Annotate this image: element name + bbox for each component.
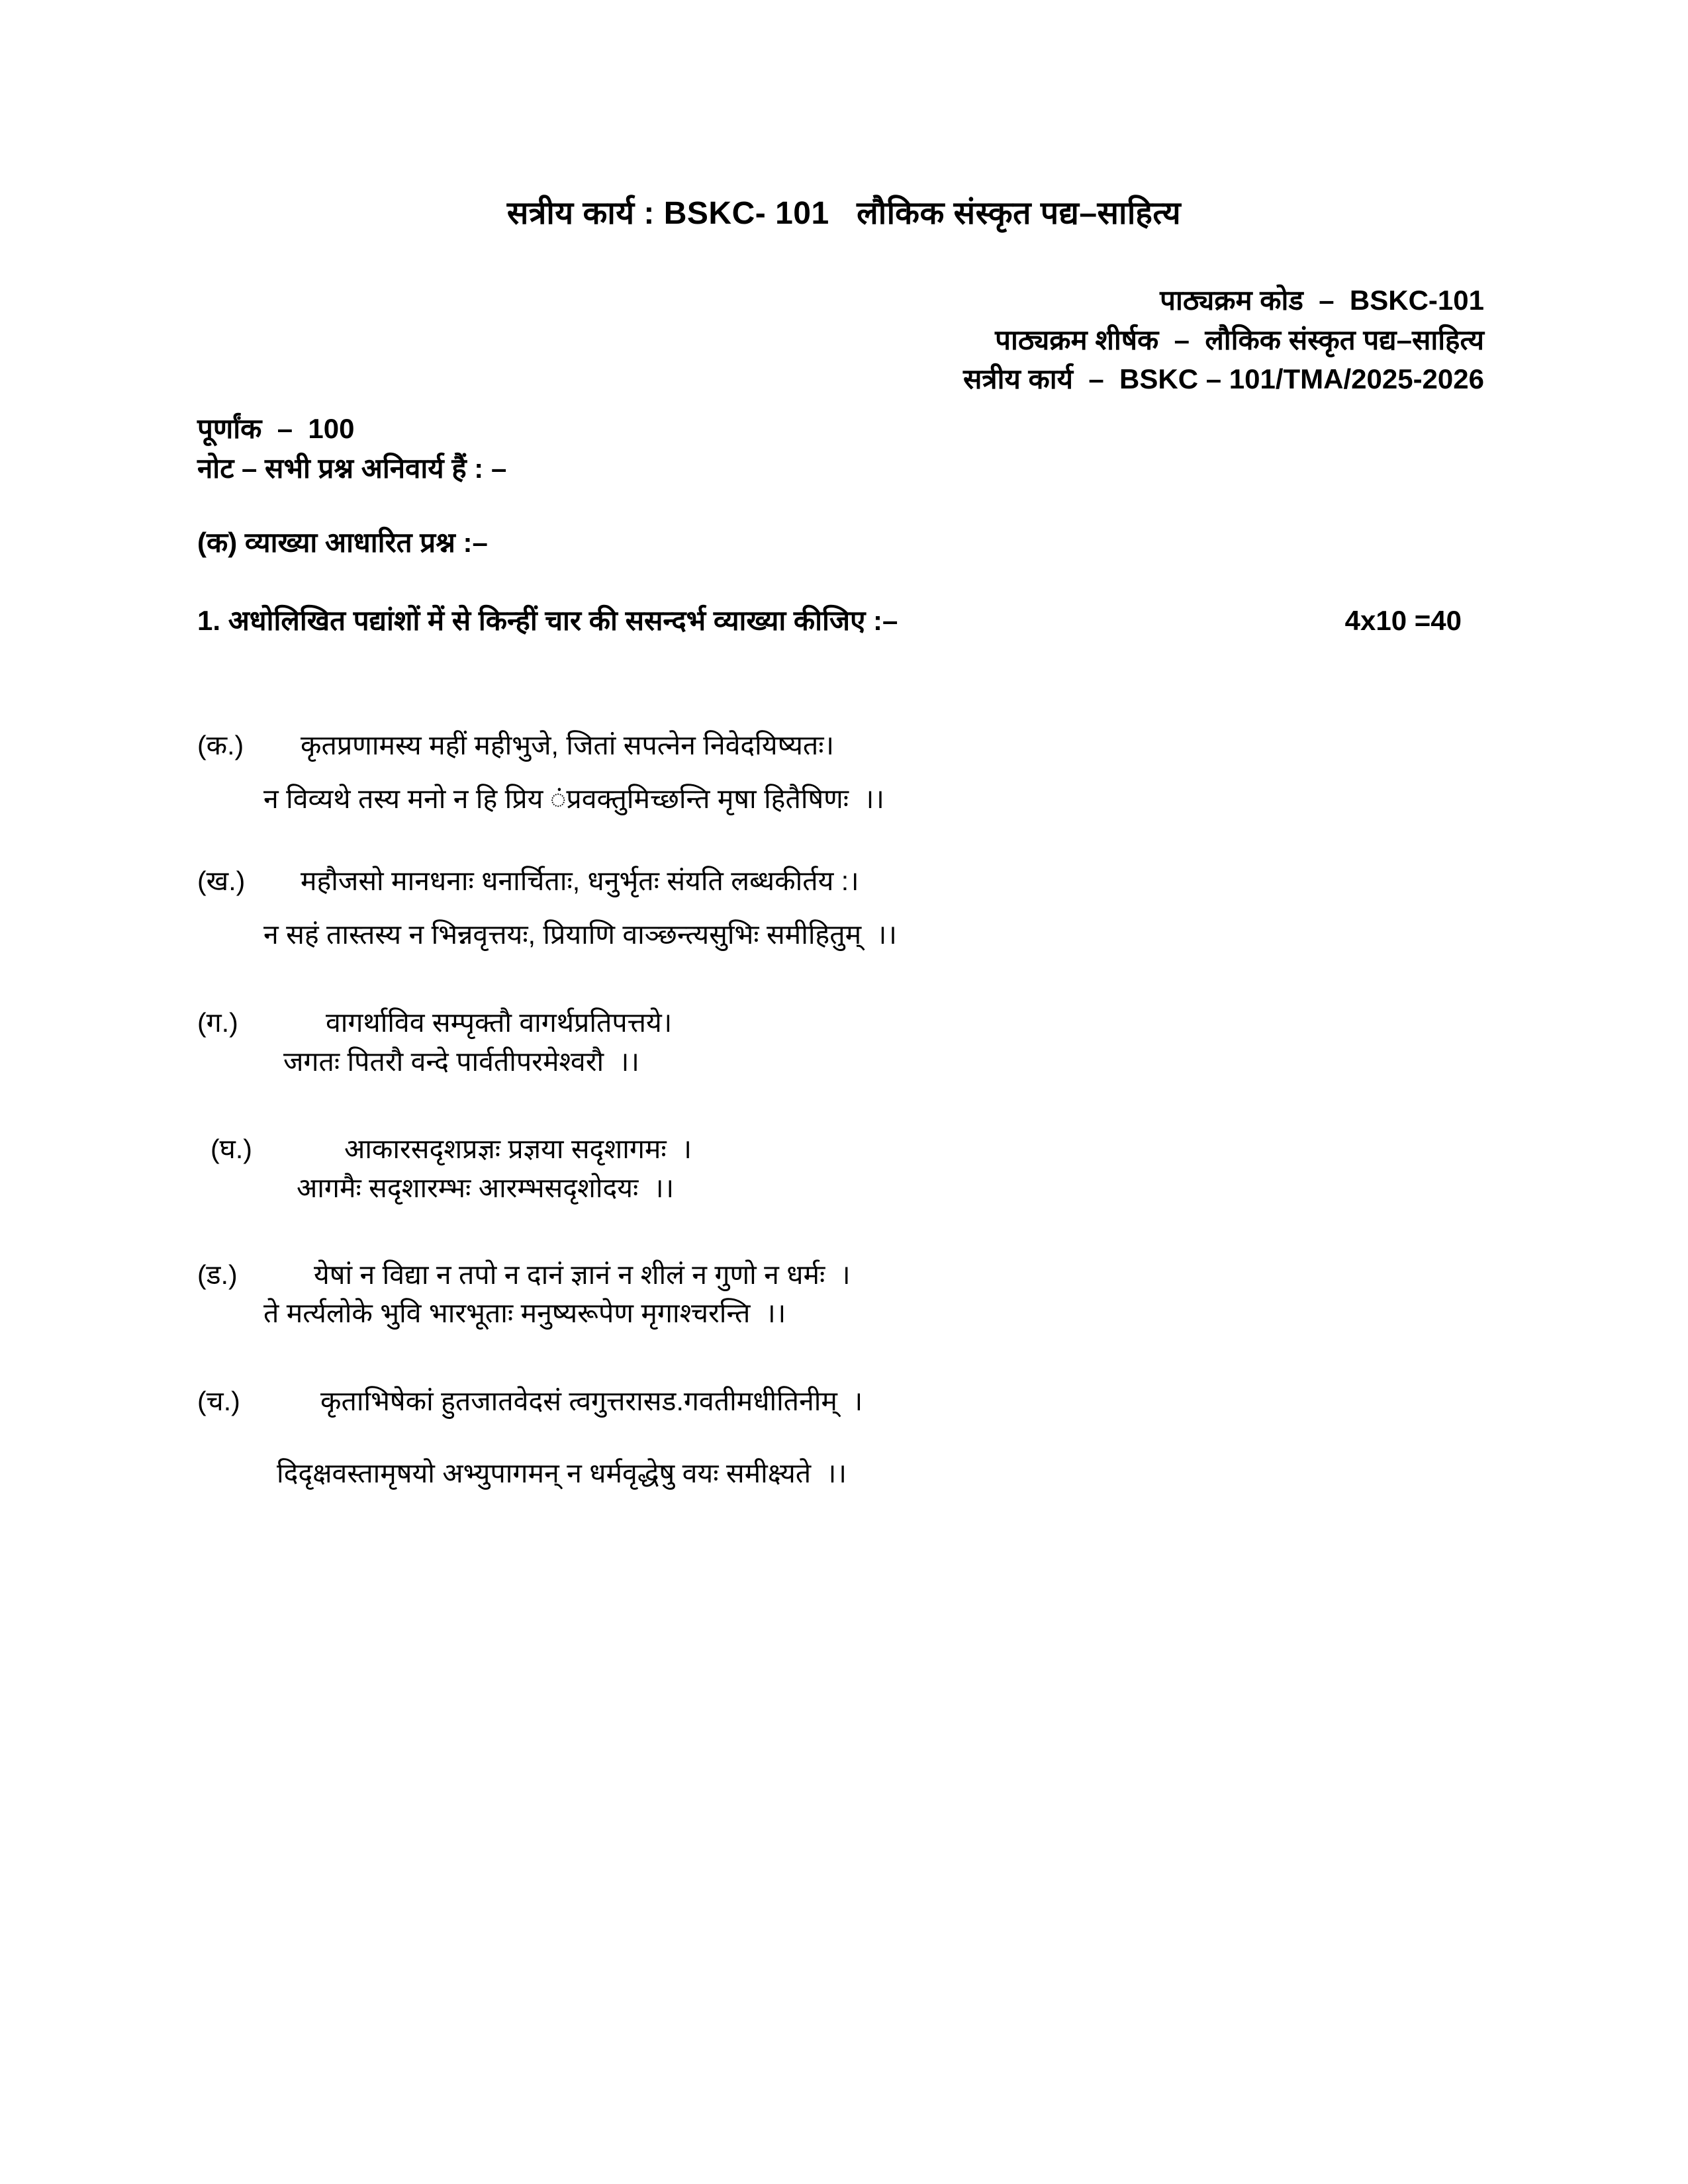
section-heading-explanation: (क) व्याख्या आधारित प्रश्न :–: [197, 527, 488, 558]
verse-text-line-1: आकारसदृशप्रज्ञः प्रज्ञया सदृशागमः ।: [344, 1133, 692, 1164]
verse-text-line-1: महौजसो मानधनाः धनार्चिताः, धनुर्भृतः संयति लब्धकीर्तय :।: [301, 865, 859, 896]
verse-line: [0, 1384, 1688, 1419]
page-title: सत्रीय कार्य : BSKC- 101 लौकिक संस्कृत पद्य–साहित्य: [506, 196, 1182, 231]
assignment-code-line: सत्रीय कार्य – BSKC – 101/TMA/2025-2026: [963, 363, 1484, 395]
verse-line: [0, 1044, 1688, 1079]
verse-line: [0, 782, 1688, 817]
course-header-block: [963, 281, 1484, 399]
verse-line: [0, 864, 1688, 899]
verse-text-line-2: न सहं तास्तस्य न भिन्नवृत्तयः, प्रियाणि वाञ्छन्त्यसुभिः समीहितुम् ।।: [263, 919, 897, 950]
verse-text-line-2: आगमैः सदृशारम्भः आरम्भसदृशोदयः ।।: [297, 1173, 675, 1204]
verse-list: [0, 728, 1688, 1492]
verse-block: [0, 1384, 1688, 1492]
verse-block: [0, 728, 1688, 817]
verse-label: (ख.): [197, 865, 246, 896]
verse-line: [0, 1257, 1688, 1293]
question-1-text: 1. अधोलिखित पद्यांशों में से किन्हीं चार की ससन्दर्भ व्याख्या कीजिए :–: [197, 605, 898, 636]
question-1-row: [197, 601, 1488, 639]
verse-line: [0, 1132, 1688, 1167]
verse-text-line-2: दिदृक्षवस्तामृषयो अभ्युपागमन् न धर्मवृद्धेषु वयः समीक्ष्यते ।।: [277, 1458, 847, 1489]
verse-label: (घ.): [211, 1133, 252, 1164]
verse-block: [0, 1132, 1688, 1206]
verse-line: [0, 1456, 1688, 1491]
verse-label: (ग.): [197, 1007, 238, 1038]
course-title-line: पाठ्यक्रम शीर्षक – लौकिक संस्कृत पद्य–साहित्य: [995, 324, 1484, 355]
verse-block: [0, 1005, 1688, 1080]
verse-line: [0, 917, 1688, 952]
total-marks-line: पूर्णांक – 100: [197, 413, 355, 444]
verse-block: [0, 864, 1688, 953]
verse-label: (ड.): [197, 1259, 238, 1291]
exam-meta-block: [197, 409, 506, 489]
verse-text-line-1: येषां न विद्या न तपो न दानं ज्ञानं न शीलं न गुणो न धर्मः ।: [314, 1259, 851, 1291]
verse-text-line-2: न विव्यथे तस्य मनो न हि प्रिय ंप्रवक्तुमिच्छन्ति मृषा हितैषिणः ।।: [263, 784, 884, 815]
verse-line: [0, 1171, 1688, 1206]
verse-text-line-1: वागर्थाविव सम्पृक्तौ वागर्थप्रतिपत्तये।: [326, 1007, 673, 1038]
verse-label: (च.): [197, 1385, 240, 1416]
verse-line: [0, 1296, 1688, 1331]
verse-line: [0, 1005, 1688, 1040]
verse-block: [0, 1257, 1688, 1331]
verse-text-line-2: जगतः पितरौ वन्दे पार्वतीपरमेश्वरौ ।।: [283, 1046, 639, 1077]
verse-text-line-1: कृताभिषेकां हुतजातवेदसं त्वगुत्तरासड.गवतीमधीतिनीम् ।: [320, 1385, 863, 1416]
verse-label: (क.): [197, 730, 244, 760]
verse-text-line-2: ते मर्त्यलोके भुवि भारभूताः मनुष्यरूपेण मृगाश्चरन्ति ।।: [263, 1297, 786, 1328]
course-code-line: पाठ्यक्रम कोड – BSKC-101: [1160, 285, 1484, 316]
verse-line: [0, 728, 1688, 763]
question-1-marks: 4x10 =40: [1344, 605, 1462, 636]
instructions-note-line: नोट – सभी प्रश्न अनिवार्य हैं : –: [197, 453, 507, 484]
verse-text-line-1: कृतप्रणामस्य महीं महीभुजे, जितां सपत्नेन निवेदयिष्यतः।: [301, 730, 835, 760]
